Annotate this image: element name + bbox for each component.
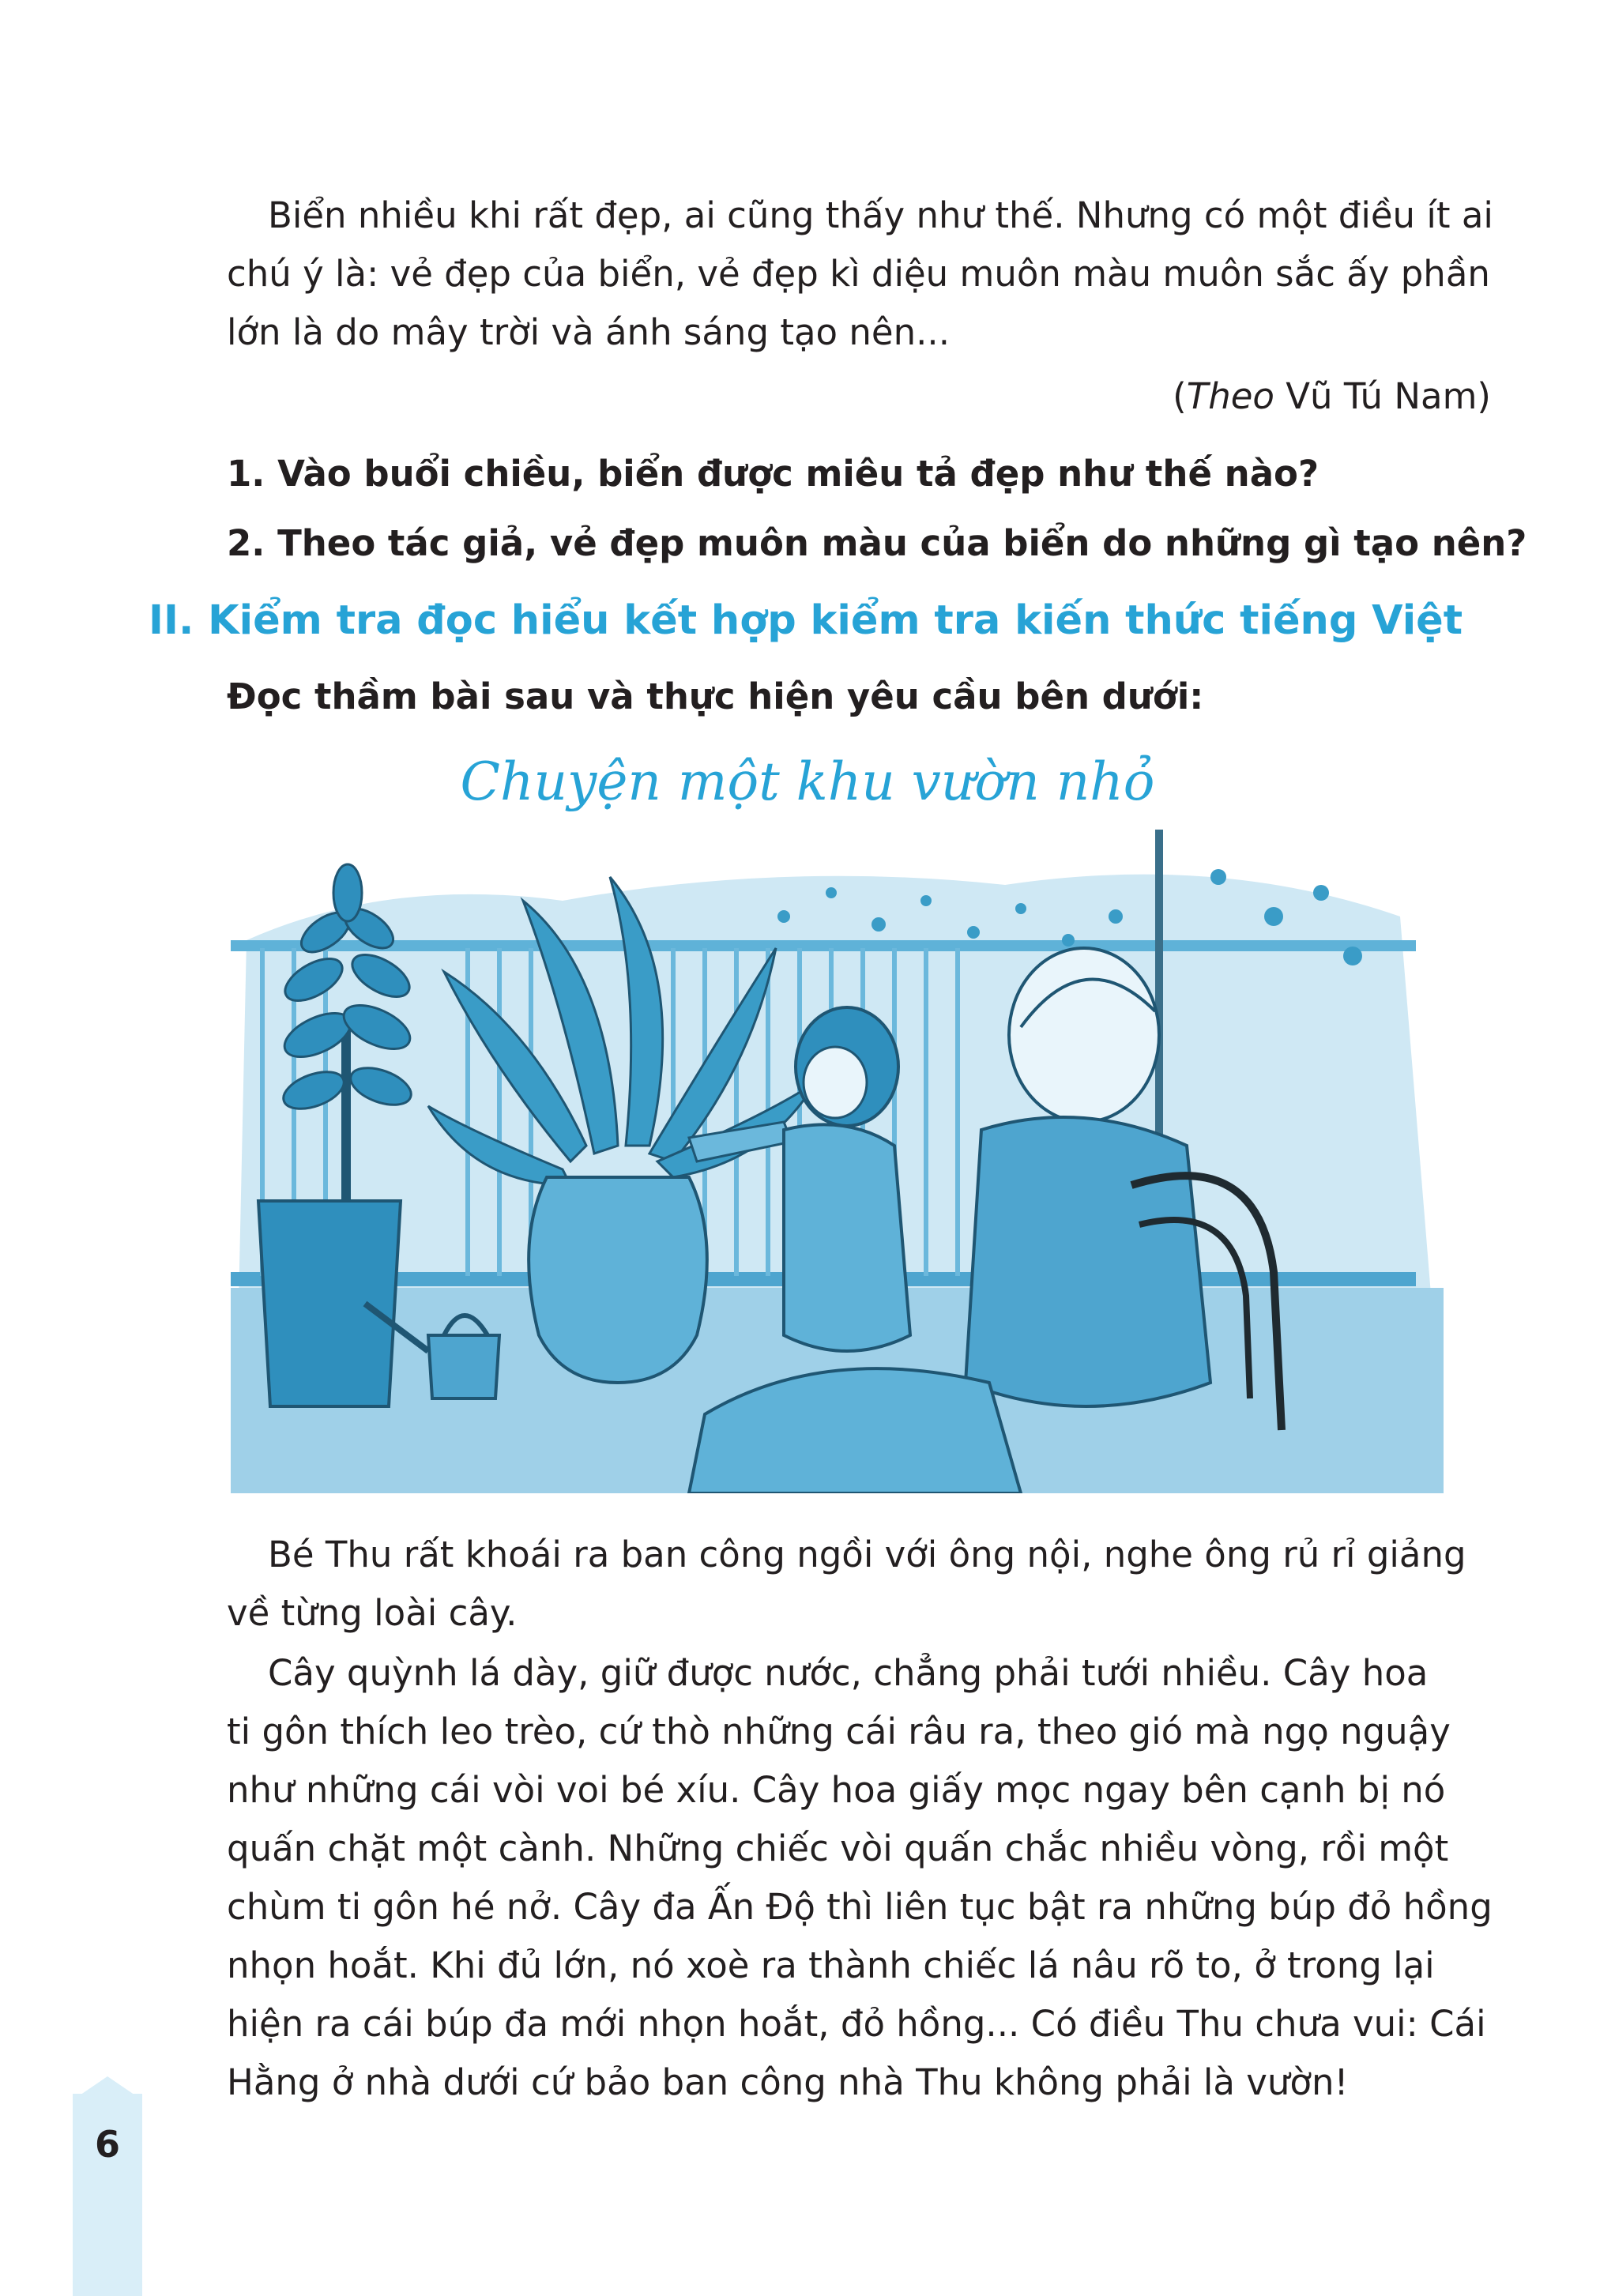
intro-paragraph bbox=[227, 186, 1491, 362]
text-line: nhọn hoắt. Khi đủ lớn, nó xoè ra thành chiếc lá nâu rõ to, ở trong lại bbox=[227, 1944, 1435, 1986]
source-author: Vũ Tú Nam) bbox=[1274, 375, 1491, 417]
text-line: lớn là do mây trời và ánh sáng tạo nên... bbox=[227, 311, 951, 353]
text-line: ti gôn thích leo trèo, cứ thò những cái râu ra, theo gió mà ngọ nguậy bbox=[227, 1711, 1451, 1752]
story-paragraph-1 bbox=[227, 1526, 1491, 1643]
page-tab-notch-icon bbox=[73, 2076, 142, 2100]
question-2: 2. Theo tác giả, vẻ đẹp muôn màu của biển do những gì tạo nên? bbox=[227, 522, 1527, 564]
text-line: quấn chặt một cành. Những chiếc vòi quấn chắc nhiều vòng, rồi một bbox=[227, 1827, 1449, 1869]
text-line: như những cái vòi voi bé xíu. Cây hoa giấy mọc ngay bên cạnh bị nó bbox=[227, 1769, 1446, 1811]
text-line: Biển nhiều khi rất đẹp, ai cũng thấy như thế. Nhưng có một điều ít ai bbox=[268, 194, 1493, 236]
text-line: Bé Thu rất khoái ra ban công ngồi với ông nội, nghe ông rủ rỉ giảng bbox=[268, 1534, 1466, 1575]
page-number: 6 bbox=[94, 2123, 120, 2166]
text-line: hiện ra cái búp đa mới nhọn hoắt, đỏ hồng... Có điều Thu chưa vui: Cái bbox=[227, 2003, 1486, 2045]
text-line: Hằng ở nhà dưới cứ bảo ban công nhà Thu không phải là vườn! bbox=[227, 2061, 1349, 2103]
story-title: Chuyện một khu vườn nhỏ bbox=[460, 751, 1155, 812]
text-line: Cây quỳnh lá dày, giữ được nước, chẳng phải tưới nhiều. Cây hoa bbox=[268, 1652, 1429, 1694]
text-line: về từng loài cây. bbox=[227, 1592, 518, 1634]
text-line: chú ý là: vẻ đẹp của biển, vẻ đẹp kì diệu muôn màu muôn sắc ấy phần bbox=[227, 253, 1490, 295]
section-heading: II. Kiểm tra đọc hiểu kết hợp kiểm tra kiến thức tiếng Việt bbox=[149, 597, 1463, 644]
text-line: chùm ti gôn hé nở. Cây đa Ấn Độ thì liên tục bật ra những búp đỏ hồng bbox=[227, 1886, 1493, 1928]
question-1: 1. Vào buổi chiều, biển được miêu tả đẹp như thế nào? bbox=[227, 453, 1319, 495]
source-citation bbox=[1173, 373, 1491, 420]
instruction: Đọc thầm bài sau và thực hiện yêu cầu bên dưới: bbox=[227, 676, 1204, 717]
story-paragraph-2 bbox=[227, 1644, 1491, 2112]
source-open: ( bbox=[1173, 375, 1187, 417]
source-theo: Theo bbox=[1186, 375, 1274, 417]
illustration-balcony-garden bbox=[231, 830, 1444, 1493]
